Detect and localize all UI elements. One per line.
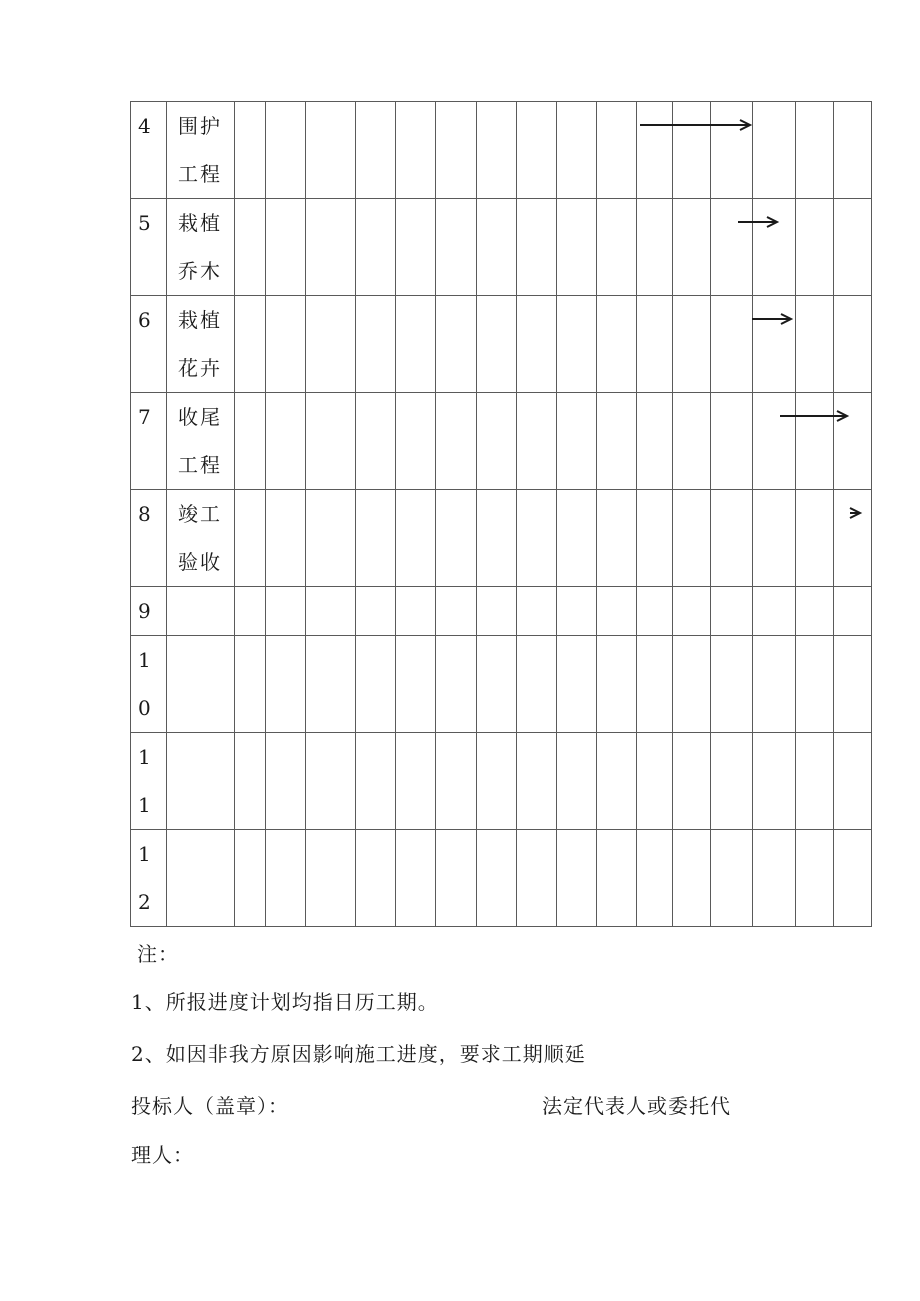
schedule-cell [235, 830, 266, 927]
schedule-cell [711, 199, 753, 296]
schedule-cell [266, 490, 306, 587]
schedule-cell [306, 296, 356, 393]
schedule-cell [235, 102, 266, 199]
schedule-cell [306, 587, 356, 636]
schedule-cell [753, 490, 796, 587]
schedule-cell [396, 636, 436, 733]
row-number-cell [131, 636, 167, 733]
schedule-row [131, 636, 872, 733]
schedule-cell [796, 393, 834, 490]
schedule-row [131, 830, 872, 927]
schedule-cell [517, 393, 557, 490]
row-number: 6 [138, 308, 151, 332]
schedule-cell [673, 587, 711, 636]
schedule-cell [796, 490, 834, 587]
schedule-cell [796, 636, 834, 733]
schedule-cell [517, 733, 557, 830]
schedule-cell [673, 199, 711, 296]
schedule-cell [436, 830, 477, 927]
row-number: 1 0 [138, 648, 151, 720]
schedule-cell [834, 490, 872, 587]
schedule-cell [356, 830, 396, 927]
schedule-cell [834, 393, 872, 490]
schedule-cell [796, 733, 834, 830]
schedule-cell [557, 733, 597, 830]
row-number-cell [131, 393, 167, 490]
schedule-cell [436, 102, 477, 199]
schedule-cell [711, 636, 753, 733]
schedule-cell [637, 199, 673, 296]
task-name: 栽植 乔木 [178, 211, 222, 283]
schedule-table [130, 101, 872, 927]
schedule-cell [436, 393, 477, 490]
schedule-cell [396, 733, 436, 830]
schedule-cell [673, 296, 711, 393]
schedule-cell [517, 587, 557, 636]
task-name: 竣工 验收 [178, 502, 222, 574]
schedule-cell [396, 102, 436, 199]
schedule-cell [306, 102, 356, 199]
schedule-cell [637, 296, 673, 393]
row-number-cell [131, 199, 167, 296]
schedule-cell [597, 296, 637, 393]
task-name-cell [167, 393, 235, 490]
schedule-cell [673, 636, 711, 733]
schedule-cell [356, 636, 396, 733]
schedule-cell [477, 199, 517, 296]
schedule-cell [517, 636, 557, 733]
schedule-cell [396, 199, 436, 296]
schedule-cell [834, 296, 872, 393]
schedule-cell [637, 636, 673, 733]
schedule-cell [796, 587, 834, 636]
schedule-cell [396, 393, 436, 490]
schedule-cell [436, 490, 477, 587]
schedule-cell [557, 199, 597, 296]
schedule-cell [436, 636, 477, 733]
row-number: 7 [138, 405, 151, 429]
schedule-cell [477, 296, 517, 393]
schedule-cell [517, 296, 557, 393]
schedule-cell [477, 636, 517, 733]
schedule-cell [711, 587, 753, 636]
schedule-cell [753, 587, 796, 636]
schedule-cell [356, 393, 396, 490]
schedule-cell [235, 490, 266, 587]
task-name-cell [167, 636, 235, 733]
notes-heading: 注： [137, 942, 179, 966]
representative-label-line1: 法定代表人或委托代 [542, 1094, 731, 1118]
schedule-row [131, 393, 872, 490]
schedule-cell [557, 830, 597, 927]
row-number: 1 1 [138, 745, 151, 817]
schedule-cell [673, 102, 711, 199]
task-name-cell [167, 199, 235, 296]
task-name-cell [167, 296, 235, 393]
schedule-cell [266, 587, 306, 636]
schedule-cell [597, 733, 637, 830]
schedule-cell [557, 102, 597, 199]
schedule-cell [597, 636, 637, 733]
schedule-cell [266, 296, 306, 393]
schedule-cell [796, 199, 834, 296]
schedule-cell [637, 587, 673, 636]
schedule-cell [396, 587, 436, 636]
schedule-cell [477, 490, 517, 587]
schedule-cell [306, 636, 356, 733]
schedule-cell [557, 587, 597, 636]
schedule-cell [396, 830, 436, 927]
schedule-cell [235, 587, 266, 636]
row-number: 9 [138, 599, 151, 623]
schedule-cell [266, 393, 306, 490]
schedule-cell [637, 733, 673, 830]
schedule-row [131, 102, 872, 199]
task-name-cell [167, 102, 235, 199]
schedule-cell [834, 102, 872, 199]
schedule-cell [753, 636, 796, 733]
schedule-cell [266, 636, 306, 733]
schedule-cell [673, 830, 711, 927]
row-number: 5 [138, 211, 151, 235]
representative-label-line2: 理人： [131, 1143, 194, 1167]
schedule-cell [637, 830, 673, 927]
schedule-row [131, 733, 872, 830]
schedule-cell [673, 490, 711, 587]
schedule-cell [597, 199, 637, 296]
schedule-cell [436, 587, 477, 636]
schedule-cell [266, 199, 306, 296]
schedule-cell [753, 393, 796, 490]
task-name-cell [167, 733, 235, 830]
schedule-cell [796, 830, 834, 927]
schedule-cell [834, 199, 872, 296]
schedule-cell [436, 296, 477, 393]
schedule-cell [356, 102, 396, 199]
schedule-cell [796, 102, 834, 199]
schedule-cell [396, 296, 436, 393]
schedule-cell [235, 393, 266, 490]
schedule-cell [637, 102, 673, 199]
schedule-cell [557, 636, 597, 733]
task-name-cell [167, 830, 235, 927]
task-name-cell [167, 490, 235, 587]
schedule-cell [517, 490, 557, 587]
schedule-cell [753, 830, 796, 927]
schedule-cell [711, 102, 753, 199]
schedule-cell [477, 393, 517, 490]
schedule-cell [436, 733, 477, 830]
schedule-cell [597, 393, 637, 490]
schedule-cell [235, 296, 266, 393]
schedule-cell [266, 733, 306, 830]
schedule-cell [796, 296, 834, 393]
schedule-cell [597, 102, 637, 199]
row-number: 4 [138, 114, 151, 138]
schedule-cell [597, 490, 637, 587]
schedule-cell [673, 733, 711, 830]
schedule-cell [711, 830, 753, 927]
note-item-2: 2、如因非我方原因影响施工进度，要求工期顺延 [131, 1042, 586, 1066]
schedule-cell [834, 636, 872, 733]
row-number-cell [131, 490, 167, 587]
schedule-row [131, 490, 872, 587]
schedule-cell [557, 296, 597, 393]
row-number-cell [131, 296, 167, 393]
schedule-cell [306, 199, 356, 296]
schedule-cell [637, 490, 673, 587]
row-number-cell [131, 830, 167, 927]
schedule-cell [306, 830, 356, 927]
schedule-cell [356, 490, 396, 587]
schedule-cell [306, 490, 356, 587]
schedule-cell [356, 587, 396, 636]
schedule-cell [711, 393, 753, 490]
schedule-cell [396, 490, 436, 587]
bidder-label: 投标人（盖章）： [131, 1094, 289, 1118]
row-number-cell [131, 587, 167, 636]
schedule-row [131, 587, 872, 636]
schedule-cell [753, 102, 796, 199]
schedule-cell [517, 199, 557, 296]
schedule-cell [673, 393, 711, 490]
schedule-cell [477, 587, 517, 636]
schedule-cell [356, 199, 396, 296]
schedule-cell [557, 490, 597, 587]
schedule-cell [637, 393, 673, 490]
schedule-cell [235, 733, 266, 830]
schedule-cell [436, 199, 477, 296]
task-name-cell [167, 587, 235, 636]
schedule-cell [753, 296, 796, 393]
schedule-cell [235, 199, 266, 296]
task-name: 围护 工程 [178, 114, 222, 186]
schedule-row [131, 199, 872, 296]
schedule-cell [834, 587, 872, 636]
task-name: 栽植 花卉 [178, 308, 222, 380]
row-number: 1 2 [138, 842, 151, 914]
schedule-cell [266, 830, 306, 927]
schedule-cell [306, 733, 356, 830]
schedule-cell [597, 830, 637, 927]
note-item-1: 1、所报进度计划均指日历工期。 [131, 990, 439, 1014]
schedule-cell [711, 490, 753, 587]
schedule-cell [306, 393, 356, 490]
schedule-cell [711, 733, 753, 830]
task-name: 收尾 工程 [178, 405, 222, 477]
schedule-cell [235, 636, 266, 733]
row-number-cell [131, 102, 167, 199]
schedule-cell [597, 587, 637, 636]
schedule-cell [517, 102, 557, 199]
schedule-cell [834, 733, 872, 830]
schedule-cell [834, 830, 872, 927]
schedule-cell [753, 199, 796, 296]
schedule-cell [753, 733, 796, 830]
row-number-cell [131, 733, 167, 830]
schedule-cell [356, 296, 396, 393]
schedule-row [131, 296, 872, 393]
schedule-cell [517, 830, 557, 927]
row-number: 8 [138, 502, 151, 526]
schedule-cell [557, 393, 597, 490]
schedule-cell [477, 830, 517, 927]
schedule-cell [477, 102, 517, 199]
schedule-cell [477, 733, 517, 830]
schedule-cell [356, 733, 396, 830]
schedule-cell [266, 102, 306, 199]
schedule-cell [711, 296, 753, 393]
